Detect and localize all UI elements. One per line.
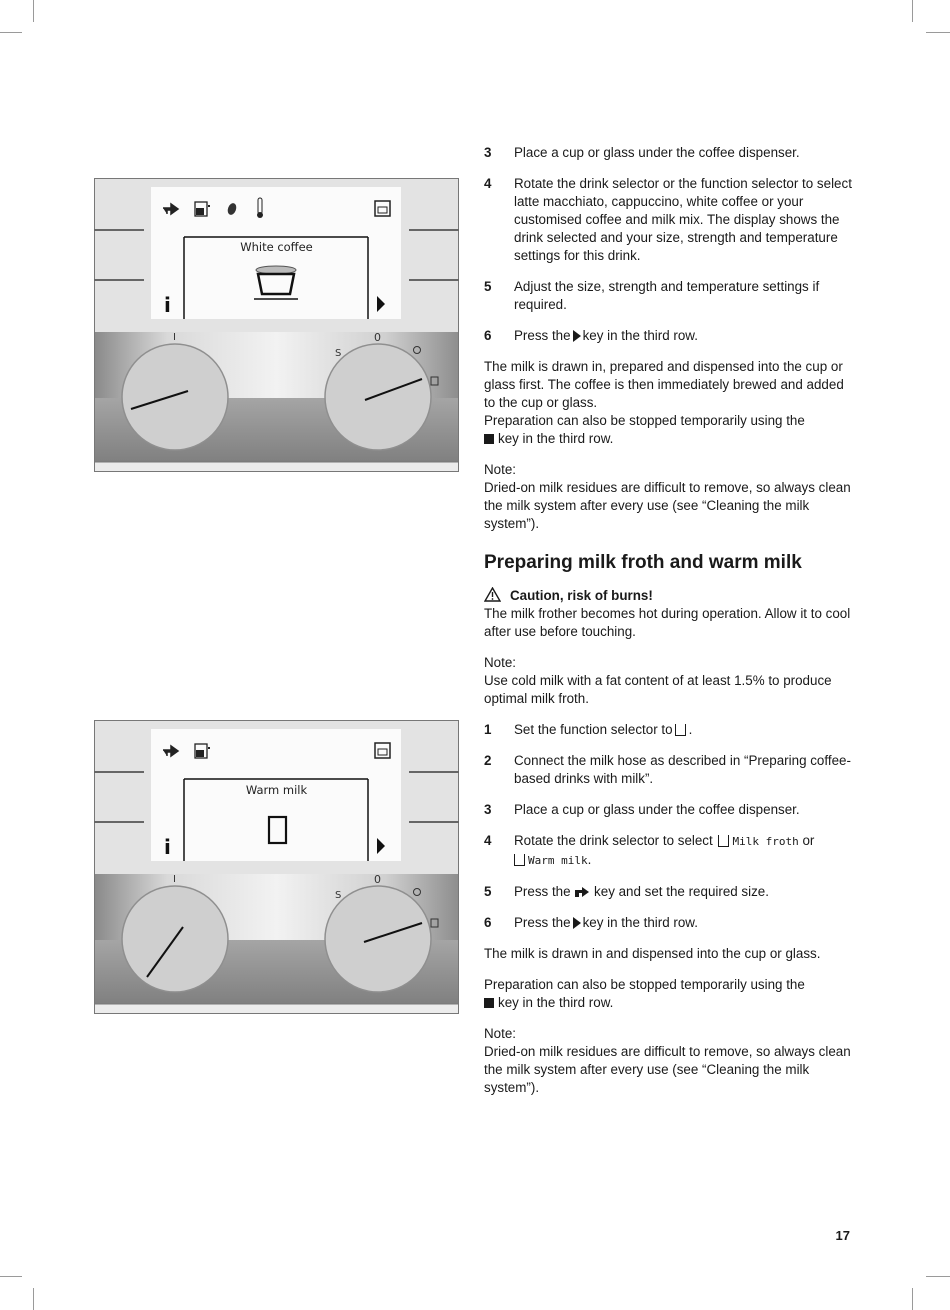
crop-mark: [33, 0, 34, 22]
warning-triangle-icon: [484, 587, 501, 602]
info-key: i: [164, 293, 171, 317]
svg-text:S: S: [335, 890, 342, 901]
glass-icon: [514, 854, 525, 866]
step-4: 4 Rotate the drink selector to select Milk froth or Warm milk.: [484, 833, 815, 867]
crop-mark: [0, 32, 22, 33]
paragraph-stop: Preparation can also be stopped temporarily using the key in the third row.: [484, 977, 805, 1010]
step-1: 1 Set the function selector to .: [484, 722, 693, 737]
svg-text:0: 0: [374, 873, 381, 886]
crop-mark: [926, 1276, 950, 1277]
crop-mark: [0, 1276, 22, 1277]
arrow-key-icon: [574, 886, 590, 898]
svg-text:I: I: [173, 874, 176, 885]
crop-mark: [912, 0, 913, 22]
note-block: Note: Dried-on milk residues are difficult to remove, so always clean the milk system after every use (see “Cleaning the milk system”).: [484, 462, 851, 531]
display-drink-title: Warm milk: [245, 783, 308, 797]
paragraph-milk-drawn: The milk is drawn in, prepared and dispensed into the cup or glass first. The coffee is then immediately brewed and added to the cup or glass. Preparation can also be stopped temporarily using the key in the third row.: [484, 359, 844, 446]
svg-text:0: 0: [374, 331, 381, 344]
control-panel-figure-warm-milk: [94, 720, 459, 1014]
crop-mark: [926, 32, 950, 33]
note-block: Note: Use cold milk with a fat content of at least 1.5% to produce optimal milk froth.: [484, 655, 832, 706]
stop-key-icon: [484, 434, 494, 444]
step-2: 2 Connect the milk hose as described in “Preparing coffee-based drinks with milk”.: [484, 753, 851, 786]
glass-icon: [718, 835, 729, 847]
play-key-icon: [573, 330, 581, 342]
info-key: i: [164, 835, 171, 859]
stop-key-icon: [484, 998, 494, 1008]
text-column: [484, 144, 852, 1110]
crop-mark: [33, 1288, 34, 1310]
page-number: 17: [835, 1228, 850, 1243]
step-4: 4 Rotate the drink selector or the function selector to select latte macchiato, cappuccino, white coffee or your customised coffee and milk mix. The display shows the drink selected and your size, strength and temperature settings for this drink.: [484, 176, 852, 263]
paragraph-milk-dispensed: The milk is drawn in and dispensed into the cup or glass.: [484, 946, 821, 961]
caution-block: Caution, risk of burns! The milk frother becomes hot during operation. Allow it to cool after use before touching.: [484, 588, 851, 639]
step-3: 3 Place a cup or glass under the coffee dispenser.: [484, 145, 800, 160]
svg-text:S: S: [335, 348, 342, 359]
step-6: 6 Press the key in the third row.: [484, 328, 698, 343]
step-5: 5 Adjust the size, strength and temperature settings if required.: [484, 279, 820, 312]
svg-text:I: I: [173, 332, 176, 343]
step-5: 5 Press the key and set the required size.: [484, 884, 769, 899]
play-key-icon: [573, 917, 581, 929]
step-3: 3 Place a cup or glass under the coffee dispenser.: [484, 802, 800, 817]
step-6: 6 Press the key in the third row.: [484, 915, 698, 930]
section-heading: Preparing milk froth and warm milk: [484, 552, 802, 573]
cup-icon: [675, 724, 686, 736]
note-block: Note: Dried-on milk residues are difficult to remove, so always clean the milk system after every use (see “Cleaning the milk system”).: [484, 1026, 851, 1095]
crop-mark: [912, 1288, 913, 1310]
control-panel-figure-white-coffee: [94, 178, 459, 472]
display-drink-title: White coffee: [240, 240, 313, 254]
